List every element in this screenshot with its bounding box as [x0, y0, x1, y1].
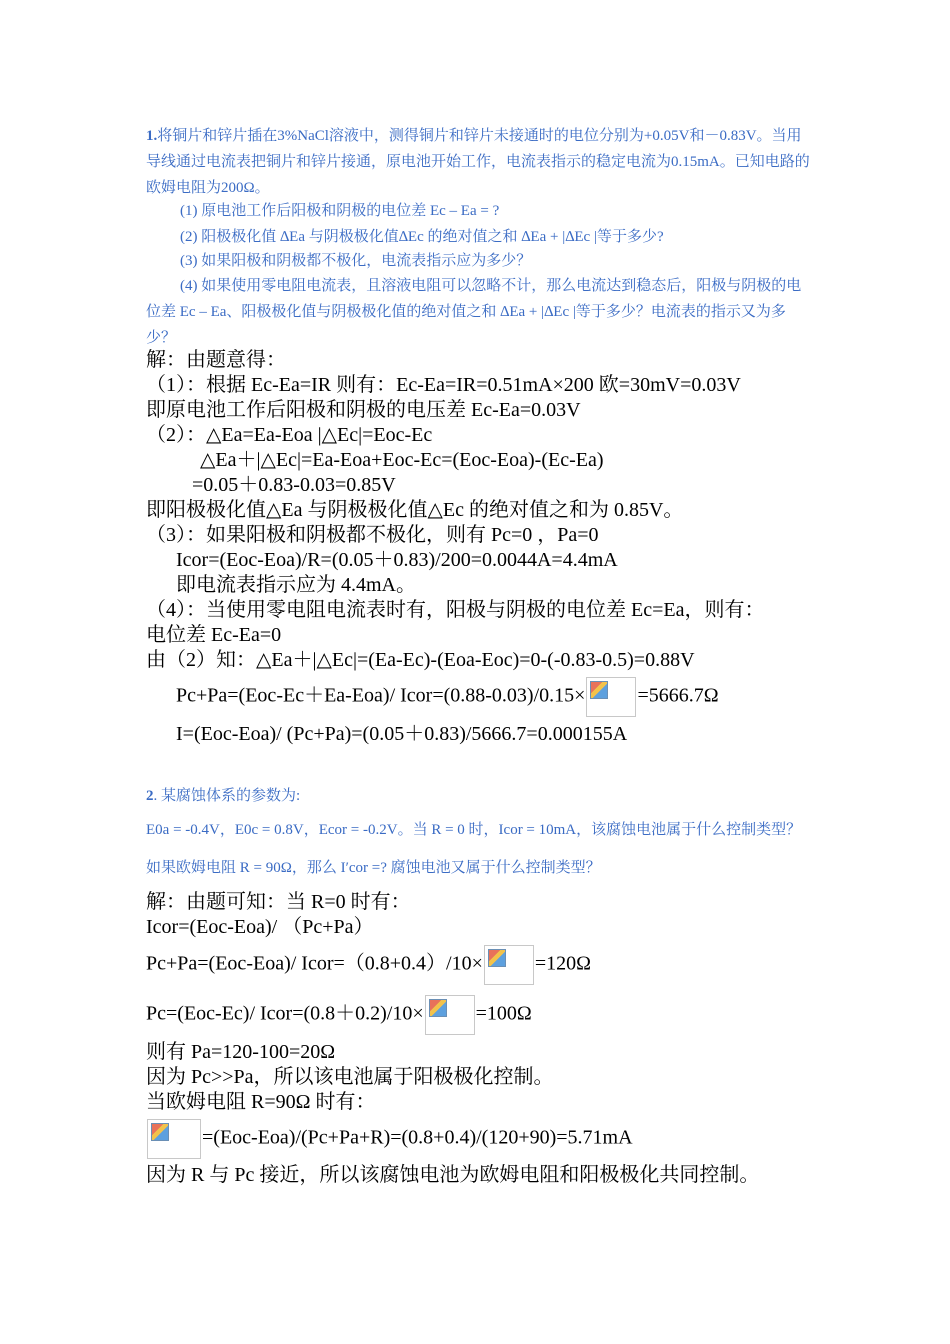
formula-image-placeholder: [425, 995, 475, 1035]
answer-1-line-2: （1）：根据 Ec-Ea=IR 则有：Ec-Ea=IR=0.51mA×200 欧=30mV=0.03V: [146, 374, 741, 396]
question-1-part-4: (4) 如果使用零电阻电流表，且溶液电阻可以忽略不计，那么电流达到稳态后，阳极与阴极的电位差 Ec – Ea、阳极极化值与阴极极化值的绝对值之和 ∆Ea + |∆Ec |等于多少？电流表的指示又为多少？: [146, 278, 802, 346]
question-1-number: 1.: [146, 128, 158, 144]
answer-2-line-2: Icor=(Eoc-Eoa)/ （Pc+Pa）: [146, 916, 374, 938]
answer-1-line-14: Pc+Pa=(Eoc-Ec＋Ea-Eoa)/ Icor=(0.88-0.03)/0.15× =5666.7Ω: [176, 677, 719, 717]
question-1-part-1: (1) 原电池工作后阳极和阴极的电位差 Ec – Ea = ?: [180, 203, 500, 219]
question-1-text: 1.将铜片和锌片插在3%NaCl溶液中，测得铜片和锌片未接通时的电位分别为+0.05V和－0.83V。当用导线通过电流表把铜片和锌片接通，原电池开始工作，电流表指示的稳定电流为0.15mA。已知电路的欧姆电阻为200Ω。: [146, 128, 810, 196]
answer-1-line-10: 即电流表指示应为 4.4mA。: [176, 574, 416, 596]
question-2-text: 2. 某腐蚀体系的参数为:: [146, 788, 301, 804]
question-2-line-3: 如果欧姆电阻 R = 90Ω，那么 I′cor =? 腐蚀电池又属于什么控制类型？: [146, 860, 601, 876]
answer-2-line-8: =(Eoc-Eoa)/(Pc+Pa+R)=(0.8+0.4)/(120+90)=5.71mA: [146, 1119, 633, 1159]
answer-1-line-5: △Ea＋|△Ec|=Ea-Eoa+Eoc-Ec=(Eoc-Eoa)-(Ec-Ea): [200, 449, 604, 471]
answer-1-line-8: （3）：如果阳极和阴极都不极化，则有 Pc=0 ，Pa=0: [146, 524, 599, 546]
answer-1-line-7: 即阳极极化值△Ea 与阴极极化值△Ec 的绝对值之和为 0.85V。: [146, 499, 684, 521]
answer-1-line-12: 电位差 Ec-Ea=0: [146, 624, 282, 646]
answer-2-line-7: 当欧姆电阻 R=90Ω 时有：: [146, 1091, 376, 1113]
question-2-line-2: E0a = -0.4V，E0c = 0.8V，Ecor = -0.2V。当 R = 0 时，Icor = 10mA，该腐蚀电池属于什么控制类型？: [146, 822, 802, 838]
answer-1-line-13: 由（2）知：△Ea＋|△Ec|=(Ea-Ec)-(Eoa-Eoc)=0-(-0.83-0.5)=0.88V: [146, 649, 695, 671]
answer-2-line-3: Pc+Pa=(Eoc-Eoa)/ Icor=（0.8+0.4）/10× =120Ω: [146, 945, 591, 985]
answer-2-line-1: 解：由题可知：当 R=0 时有：: [146, 891, 411, 913]
formula-image-placeholder: [147, 1119, 201, 1159]
formula-image-placeholder: [484, 945, 534, 985]
answer-1-line-3: 即原电池工作后阳极和阴极的电压差 Ec-Ea=0.03V: [146, 399, 581, 421]
formula-image-placeholder: [586, 677, 636, 717]
answer-1-line-6: =0.05＋0.83-0.03=0.85V: [192, 474, 396, 496]
answer-2-line-5: 则有 Pa=120-100=20Ω: [146, 1041, 336, 1063]
answer-1-line-9: Icor=(Eoc-Eoa)/R=(0.05＋0.83)/200=0.0044A=4.4mA: [176, 549, 618, 571]
answer-1-line-4: （2）：△Ea=Ea-Eoa |△Ec|=Eoc-Ec: [146, 424, 433, 446]
question-1-part-3: (3) 如果阳极和阴极都不极化，电流表指示应为多少？: [180, 253, 532, 269]
answer-2-line-9: 因为 R 与 Pc 接近，所以该腐蚀电池为欧姆电阻和阳极极化共同控制。: [146, 1164, 760, 1186]
question-1-part-2: (2) 阳极极化值 ∆Ea 与阴极极化值∆Ec 的绝对值之和 ∆Ea + |∆Ec |等于多少?: [180, 229, 664, 245]
answer-1-line-15: I=(Eoc-Eoa)/ (Pc+Pa)=(0.05＋0.83)/5666.7=0.000155A: [176, 723, 628, 745]
question-2-number: 2: [146, 788, 154, 804]
answer-2-line-4: Pc=(Eoc-Ec)/ Icor=(0.8＋0.2)/10× =100Ω: [146, 995, 532, 1035]
answer-1-line-11: （4）：当使用零电阻电流表时有，阳极与阴极的电位差 Ec=Ea，则有：: [146, 599, 765, 621]
answer-2-line-6: 因为 Pc>>Pa，所以该电池属于阳极极化控制。: [146, 1066, 554, 1088]
answer-1-line-1: 解：由题意得：: [146, 349, 286, 371]
